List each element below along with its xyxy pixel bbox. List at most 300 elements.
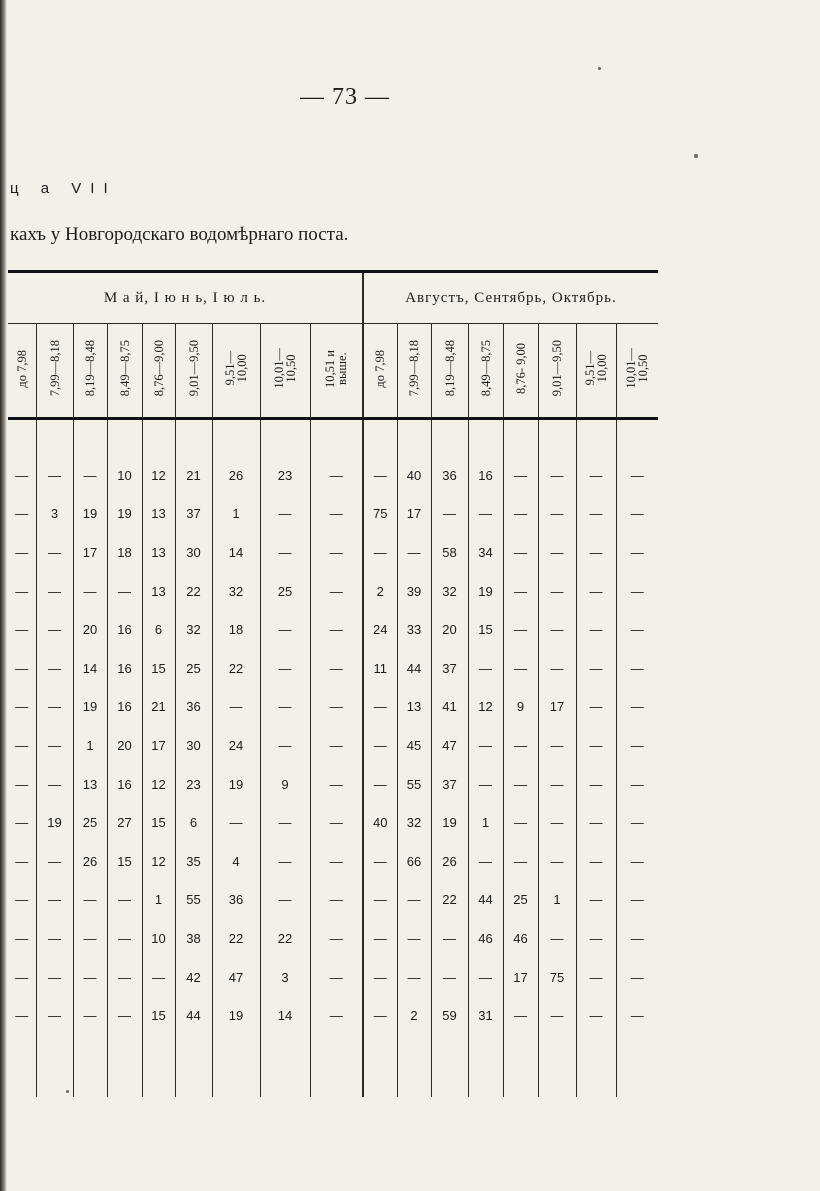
table-cell: — (576, 996, 616, 1035)
trailing-cell (576, 1035, 616, 1097)
table-cell: — (616, 495, 658, 534)
column-header-label: 9,01—9,50 (550, 340, 564, 397)
table-cell: — (260, 649, 310, 688)
table-cell: — (15, 660, 29, 676)
table-cell: 10 (142, 919, 175, 958)
column-header-label: 10,01— 10,50 (272, 348, 298, 389)
table-cell: 58 (431, 533, 468, 572)
table-cell: — (576, 803, 616, 842)
spacer-cell (73, 419, 107, 457)
table-cell: — (503, 533, 538, 572)
spacer-cell (8, 419, 36, 457)
table-cell: — (616, 803, 658, 842)
column-header (538, 324, 576, 419)
column-header-label: 7,99—8,18 (407, 340, 421, 397)
table-cell: — (503, 495, 538, 534)
table-cell: — (36, 919, 73, 958)
table-cell: 15 (142, 649, 175, 688)
trailing-cell (107, 1035, 142, 1097)
table-cell: 47 (431, 726, 468, 765)
table-cell: — (576, 881, 616, 920)
table-cell: — (15, 622, 29, 638)
table-body (8, 419, 658, 1097)
table-cell: — (260, 803, 310, 842)
table-cell: — (616, 688, 658, 727)
table-cell: 6 (175, 803, 212, 842)
table-cell: — (73, 996, 107, 1035)
table-row (8, 996, 658, 1035)
column-header-label: 9,51— 10,00 (583, 351, 609, 386)
table-cell: — (503, 842, 538, 881)
table-cell: — (363, 842, 397, 881)
table-cell: 19 (73, 495, 107, 534)
column-header-label: 8,76—9,00 (151, 340, 166, 397)
table-cell: 24 (212, 726, 260, 765)
table-cell: 46 (468, 919, 503, 958)
table-cell: 25 (73, 803, 107, 842)
table-cell: — (107, 958, 142, 997)
trailing-row (8, 1035, 658, 1097)
table-cell: — (616, 649, 658, 688)
table-row (8, 533, 658, 572)
table-cell: 37 (431, 649, 468, 688)
table-cell: 37 (175, 495, 212, 534)
spacer-cell (36, 419, 73, 457)
table-cell: 33 (397, 610, 431, 649)
paper-speck (598, 67, 601, 70)
table-cell: 13 (142, 495, 175, 534)
table-cell: — (260, 610, 310, 649)
table-cell: — (73, 881, 107, 920)
column-header-label: 8,19—8,48 (83, 340, 97, 397)
table-cell: 22 (175, 572, 212, 611)
table-cell: 19 (431, 803, 468, 842)
table-cell: — (36, 726, 73, 765)
column-header-label: 8,19—8,48 (442, 340, 457, 397)
table-cell: 26 (212, 456, 260, 495)
table-cell: 14 (73, 649, 107, 688)
trailing-cell (468, 1035, 503, 1097)
table-cell: — (107, 919, 142, 958)
table-cell: 21 (175, 456, 212, 495)
table-cell: 39 (397, 572, 431, 611)
spacer-row (8, 419, 658, 457)
binding-edge (0, 0, 7, 1191)
table-cell: 35 (175, 842, 212, 881)
table-cell: 15 (142, 996, 175, 1035)
column-header-row (8, 324, 658, 419)
paper-speck (66, 1090, 69, 1093)
trailing-cell (538, 1035, 576, 1097)
table-cell: 24 (363, 610, 397, 649)
table-cell: 30 (175, 533, 212, 572)
table-cell: — (310, 765, 363, 804)
table-cell: — (260, 688, 310, 727)
table-cell: 19 (107, 495, 142, 534)
table-cell: 23 (260, 456, 310, 495)
table-cell: 15 (107, 842, 142, 881)
table-cell: — (538, 456, 576, 495)
column-header (142, 324, 175, 419)
spacer-cell (397, 419, 431, 457)
table-row (8, 765, 658, 804)
spacer-cell (538, 419, 576, 457)
table-cell: — (468, 495, 503, 534)
table-cell: 15 (468, 610, 503, 649)
table-cell: — (260, 726, 310, 765)
table-cell: — (538, 842, 576, 881)
table-cell: — (503, 765, 538, 804)
table-row (8, 456, 658, 495)
spacer-cell (212, 419, 260, 457)
table-cell: — (616, 572, 658, 611)
table-cell: 3 (260, 958, 310, 997)
table-cell: 44 (175, 996, 212, 1035)
table-cell: 4 (212, 842, 260, 881)
table-cell: 22 (212, 919, 260, 958)
table-cell: — (73, 456, 107, 495)
table-cell: — (15, 544, 29, 560)
table-cell: — (616, 456, 658, 495)
trailing-cell (310, 1035, 363, 1097)
table-cell: — (468, 958, 503, 997)
table-cell: 16 (107, 765, 142, 804)
table-row (8, 572, 658, 611)
table-cell: — (310, 533, 363, 572)
table-cell: — (431, 495, 468, 534)
table-cell: 13 (142, 572, 175, 611)
table-cell: — (503, 610, 538, 649)
table-cell: — (36, 765, 73, 804)
column-header-label: 9,51— 10,00 (223, 351, 249, 386)
table-cell: 36 (212, 881, 260, 920)
table-cell: 20 (107, 726, 142, 765)
table-cell: 16 (107, 688, 142, 727)
table-cell: — (538, 649, 576, 688)
column-header-label: 10,01— 10,50 (624, 348, 651, 389)
table-cell: 13 (397, 688, 431, 727)
table-cell: — (538, 765, 576, 804)
table-cell: — (616, 533, 658, 572)
table-cell: — (576, 726, 616, 765)
table-row (8, 726, 658, 765)
table-cell: — (576, 649, 616, 688)
table-cell: 20 (431, 610, 468, 649)
table-cell: 42 (175, 958, 212, 997)
table-cell: 23 (175, 765, 212, 804)
column-header (397, 324, 431, 419)
table-cell: — (576, 610, 616, 649)
table-cell: — (310, 803, 363, 842)
trailing-cell (503, 1035, 538, 1097)
table-cell: — (538, 803, 576, 842)
table-cell: — (616, 996, 658, 1035)
table-cell: — (538, 495, 576, 534)
table-cell: — (310, 688, 363, 727)
table-cell: 36 (431, 456, 468, 495)
table-cell: 9 (260, 765, 310, 804)
table-cell: 19 (212, 765, 260, 804)
water-level-table (8, 270, 658, 1097)
table-cell: — (363, 765, 397, 804)
column-header (8, 324, 36, 419)
table-cell: — (15, 583, 29, 599)
table-cell: 25 (175, 649, 212, 688)
table-cell: — (538, 919, 576, 958)
table-cell: — (503, 456, 538, 495)
table-cell: 17 (538, 688, 576, 727)
table-cell: 25 (260, 572, 310, 611)
trailing-cell (36, 1035, 73, 1097)
table-cell: — (15, 930, 29, 946)
table-cell: — (431, 958, 468, 997)
table-cell: — (212, 688, 260, 727)
table-cell: — (397, 881, 431, 920)
table-cell: 1 (468, 803, 503, 842)
spacer-cell (107, 419, 142, 457)
table-cell: 37 (431, 765, 468, 804)
table-cell: 19 (212, 996, 260, 1035)
table-cell: 26 (431, 842, 468, 881)
table-cell: — (15, 506, 29, 522)
column-header (503, 324, 538, 419)
column-header (73, 324, 107, 419)
table-cell: 12 (142, 842, 175, 881)
table-cell: 19 (73, 688, 107, 727)
table-cell: — (260, 881, 310, 920)
trailing-cell (8, 1035, 36, 1097)
trailing-cell (142, 1035, 175, 1097)
table-cell: 25 (503, 881, 538, 920)
table-cell: — (616, 958, 658, 997)
table-cell: — (310, 572, 363, 611)
spacer-cell (503, 419, 538, 457)
table-cell: 45 (397, 726, 431, 765)
table-cell: — (503, 572, 538, 611)
table-cell: — (310, 881, 363, 920)
column-header-label: 10,51 и выше. (323, 349, 350, 388)
table-cell: — (73, 958, 107, 997)
column-header (175, 324, 212, 419)
table-cell: 31 (468, 996, 503, 1035)
table-row (8, 958, 658, 997)
column-header-label: 8,76- 9,00 (513, 342, 528, 395)
table-cell: 34 (468, 533, 503, 572)
table-cell: 32 (431, 572, 468, 611)
table-cell: — (431, 919, 468, 958)
table-cell: — (616, 842, 658, 881)
table-cell: — (363, 688, 397, 727)
table-cell: — (468, 842, 503, 881)
table-cell: 19 (468, 572, 503, 611)
column-header (310, 324, 363, 419)
table-cell: — (310, 996, 363, 1035)
table-cell: — (538, 996, 576, 1035)
table-cell: — (363, 533, 397, 572)
table-cell: 17 (397, 495, 431, 534)
table-cell: — (616, 919, 658, 958)
table-cell: — (576, 842, 616, 881)
table-cell: — (363, 726, 397, 765)
table-cell: — (73, 572, 107, 611)
table-cell: — (538, 533, 576, 572)
table-cell: 17 (73, 533, 107, 572)
table-cell: — (310, 495, 363, 534)
table-cell: 13 (73, 765, 107, 804)
table-cell: — (363, 881, 397, 920)
table-cell: 36 (175, 688, 212, 727)
table-cell: — (468, 726, 503, 765)
paper-speck (694, 154, 698, 158)
table-cell: — (15, 815, 29, 831)
trailing-cell (212, 1035, 260, 1097)
table-cell: — (36, 881, 73, 920)
table-cell: 44 (468, 881, 503, 920)
trailing-cell (363, 1035, 397, 1097)
column-header-label: 8,49—8,75 (117, 340, 132, 397)
table-cell: 22 (431, 881, 468, 920)
group-header-aug-oct: Августъ, Сентябрь, Октябрь. (363, 272, 658, 324)
table-cell: — (36, 842, 73, 881)
table-cell: — (107, 881, 142, 920)
table-cell: 32 (175, 610, 212, 649)
table-cell: — (36, 688, 73, 727)
column-header (431, 324, 468, 419)
table-cell: 12 (142, 456, 175, 495)
table-cell: — (397, 919, 431, 958)
table-row (8, 881, 658, 920)
table-cell: 18 (212, 610, 260, 649)
table-cell: — (310, 726, 363, 765)
table-cell: 14 (260, 996, 310, 1035)
table-cell: 75 (363, 495, 397, 534)
table-cell: — (363, 996, 397, 1035)
column-header-label: 8,49—8,75 (478, 340, 493, 397)
table-cell: — (310, 610, 363, 649)
table-cell: 1 (73, 726, 107, 765)
table-cell: 66 (397, 842, 431, 881)
table-cell: — (363, 958, 397, 997)
table-cell: — (15, 467, 29, 483)
table-cell: — (576, 958, 616, 997)
table-cell: 20 (73, 610, 107, 649)
table-cell: — (576, 533, 616, 572)
table-cell: — (142, 958, 175, 997)
trailing-cell (175, 1035, 212, 1097)
table-cell: — (36, 996, 73, 1035)
table-row (8, 649, 658, 688)
table-cell: — (576, 765, 616, 804)
table-cell: — (616, 610, 658, 649)
table-cell: — (576, 919, 616, 958)
table-cell: — (616, 881, 658, 920)
table-cell: 1 (142, 881, 175, 920)
table-cell: 32 (397, 803, 431, 842)
table-cell: — (15, 853, 29, 869)
column-header (363, 324, 397, 419)
table-cell: 12 (468, 688, 503, 727)
table-cell: — (503, 803, 538, 842)
column-header-label: до 7,98 (14, 349, 29, 388)
column-header-label: до 7,98 (373, 349, 388, 388)
table-cell: 3 (36, 495, 73, 534)
table-cell: 17 (503, 958, 538, 997)
table-cell: — (576, 688, 616, 727)
table-cell: 26 (73, 842, 107, 881)
table-cell: 47 (212, 958, 260, 997)
column-header (468, 324, 503, 419)
table-cell: — (310, 919, 363, 958)
spacer-cell (616, 419, 658, 457)
table-cell: 41 (431, 688, 468, 727)
group-header-may-july: М а й, I ю н ь, I ю л ь. (8, 272, 363, 324)
table-cell: 1 (212, 495, 260, 534)
table-cell: — (107, 996, 142, 1035)
table-row (8, 919, 658, 958)
table-cell: — (107, 572, 142, 611)
table-cell: — (15, 776, 29, 792)
table-cell: — (616, 726, 658, 765)
table-row (8, 610, 658, 649)
table-cell: 38 (175, 919, 212, 958)
table-row (8, 495, 658, 534)
table-cell: 22 (260, 919, 310, 958)
table-cell: 15 (142, 803, 175, 842)
table-cell: 22 (212, 649, 260, 688)
table-cell: 19 (36, 803, 73, 842)
spacer-cell (431, 419, 468, 457)
table-cell: — (310, 842, 363, 881)
table-cell: — (15, 892, 29, 908)
table-subtitle: кахъ у Новгородскаго водомѣрнаго поста. (10, 224, 349, 245)
page-number: — 73 — (300, 84, 390, 110)
column-header-label: 7,99—8,18 (47, 340, 62, 397)
table-cell: 13 (142, 533, 175, 572)
table-cell: — (310, 649, 363, 688)
table-cell: — (36, 456, 73, 495)
table-cell: — (36, 958, 73, 997)
trailing-cell (397, 1035, 431, 1097)
trailing-cell (616, 1035, 658, 1097)
table-cell: 9 (503, 688, 538, 727)
table-caption: ц а VII (10, 180, 117, 197)
table-cell: — (15, 699, 29, 715)
table-row (8, 803, 658, 842)
table-cell: 59 (431, 996, 468, 1035)
table-cell: — (538, 572, 576, 611)
table-cell: — (15, 969, 29, 985)
column-header-label: 9,01—9,50 (186, 340, 201, 397)
table-cell: — (576, 456, 616, 495)
table-cell: 1 (538, 881, 576, 920)
trailing-cell (260, 1035, 310, 1097)
trailing-cell (431, 1035, 468, 1097)
trailing-cell (73, 1035, 107, 1097)
column-header (212, 324, 260, 419)
table-cell: — (616, 765, 658, 804)
table-cell: — (397, 958, 431, 997)
spacer-cell (142, 419, 175, 457)
table-cell: 18 (107, 533, 142, 572)
table-cell: — (15, 737, 29, 753)
table-cell: — (576, 495, 616, 534)
column-header (107, 324, 142, 419)
table-cell: 16 (107, 610, 142, 649)
table-row (8, 842, 658, 881)
table-cell: — (363, 456, 397, 495)
column-header (260, 324, 310, 419)
table-cell: 14 (212, 533, 260, 572)
